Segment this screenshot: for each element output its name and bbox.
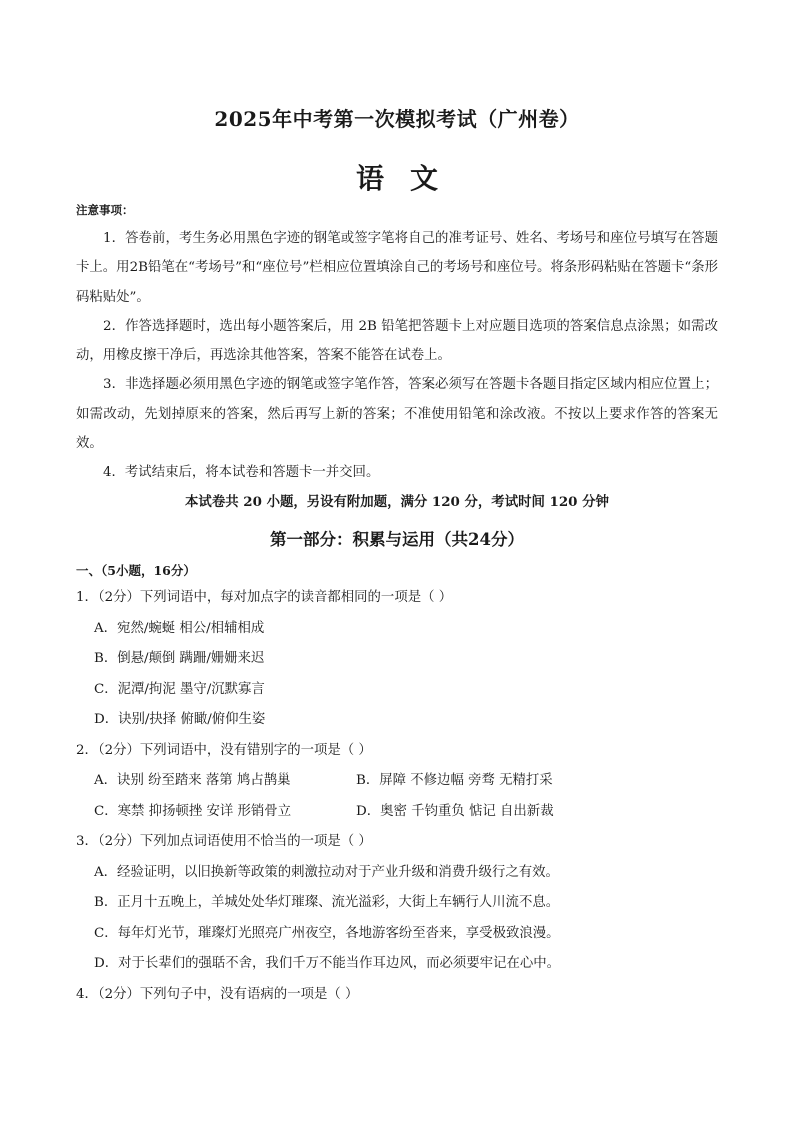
question-4-stem: 4．（2分）下列句子中，没有语病的一项是（ ） <box>76 986 359 1002</box>
question-1-option-b: B．倒悬/颠倒 蹒跚/姗姗来迟 <box>94 651 265 666</box>
notes-heading: 注意事项： <box>76 203 134 217</box>
question-1-stem: 1．（2分）下列词语中，每对加点字的读音都相同的一项是（ ） <box>76 590 453 605</box>
question-2-option-a: A．诀别 纷至踏来 落第 鸠占鹊巢 <box>94 773 291 788</box>
subject-title: 语文 <box>355 162 464 195</box>
question-1-option-a: A．宛然/蜿蜒 相公/相辅相成 <box>94 620 265 636</box>
question-3-option-b: B．正月十五晚上，羊城处处华灯璀璨、流光溢彩，大街上车辆行人川流不息。 <box>94 895 560 910</box>
note-item: 4．考试结束后，将本试卷和答题卡一并交回。 <box>103 465 380 481</box>
exam-title: 2025年中考第一次模拟考试（广州卷） <box>214 107 580 131</box>
notes-list <box>76 224 718 488</box>
question-2-stem: 2．（2分）下列词语中，没有错别字的一项是（ ） <box>76 742 372 758</box>
question-2-option-d: D．奥密 千钧重负 惦记 自出新裁 <box>356 803 554 819</box>
question-3-stem: 3．（2分）下列加点词语使用不恰当的一项是（ ） <box>76 834 372 849</box>
question-1-option-c: C．泥潭/拘泥 墨守/沉默寡言 <box>94 681 265 697</box>
note-item: 3．非选择题必须用黑色字迹的钢笔或签字笔作答，答案必须写在答题卡各题目指定区域内相应位置上；如需改动，先划掉原来的答案，然后再写上新的答案；不准使用铅笔和涂改液。不按以上要求作答的答案无效。 <box>76 377 718 452</box>
section-heading: 一、（5小题，16分） <box>76 563 196 578</box>
question-2-options-row-1 <box>76 766 726 797</box>
note-item: 2．作答选择题时，选出每小题答案后，用 2B 铅笔把答题卡上对应题目选项的答案信息点涂黑；如需改动，用橡皮擦干净后，再选涂其他答案，答案不能答在试卷上。 <box>76 318 718 364</box>
question-list <box>76 583 726 1010</box>
question-3-option-a: A．经验证明，以旧换新等政策的刺激拉动对于产业升级和消费升级行之有效。 <box>94 864 559 880</box>
note-item: 1．答卷前，考生务必用黑色字迹的钢笔或签字笔将自己的准考证号、姓名、考场号和座位号填写在答题卡上。用2B铅笔在“考场号”和“座位号”栏相应位置填涂自己的考场号和座位号。将条形码粘贴在答题卡“条形码粘贴处”。 <box>76 231 718 305</box>
question-1-option-d: D．诀别/抉择 俯瞰/俯仰生姿 <box>94 712 266 727</box>
question-2-option-c: C．寒禁 抑扬顿挫 安详 形销骨立 <box>94 803 292 819</box>
question-2-options-row-2 <box>76 797 726 828</box>
question-3-option-c: C．每年灯光节，璀璨灯光照亮广州夜空，各地游客纷至沓来，享受极致浪漫。 <box>94 925 560 941</box>
question-2-option-b: B．屏障 不修边幅 旁骛 无精打采 <box>356 773 553 788</box>
question-3-option-d: D．对于长辈们的强聒不舍，我们千万不能当作耳边风，而必须要牢记在心中。 <box>94 956 561 971</box>
part-title: 第一部分：积累与运用（共24分） <box>270 530 524 549</box>
exam-summary: 本试卷共 20 小题，另设有附加题，满分 120 分，考试时间 120 分钟 <box>185 494 609 510</box>
